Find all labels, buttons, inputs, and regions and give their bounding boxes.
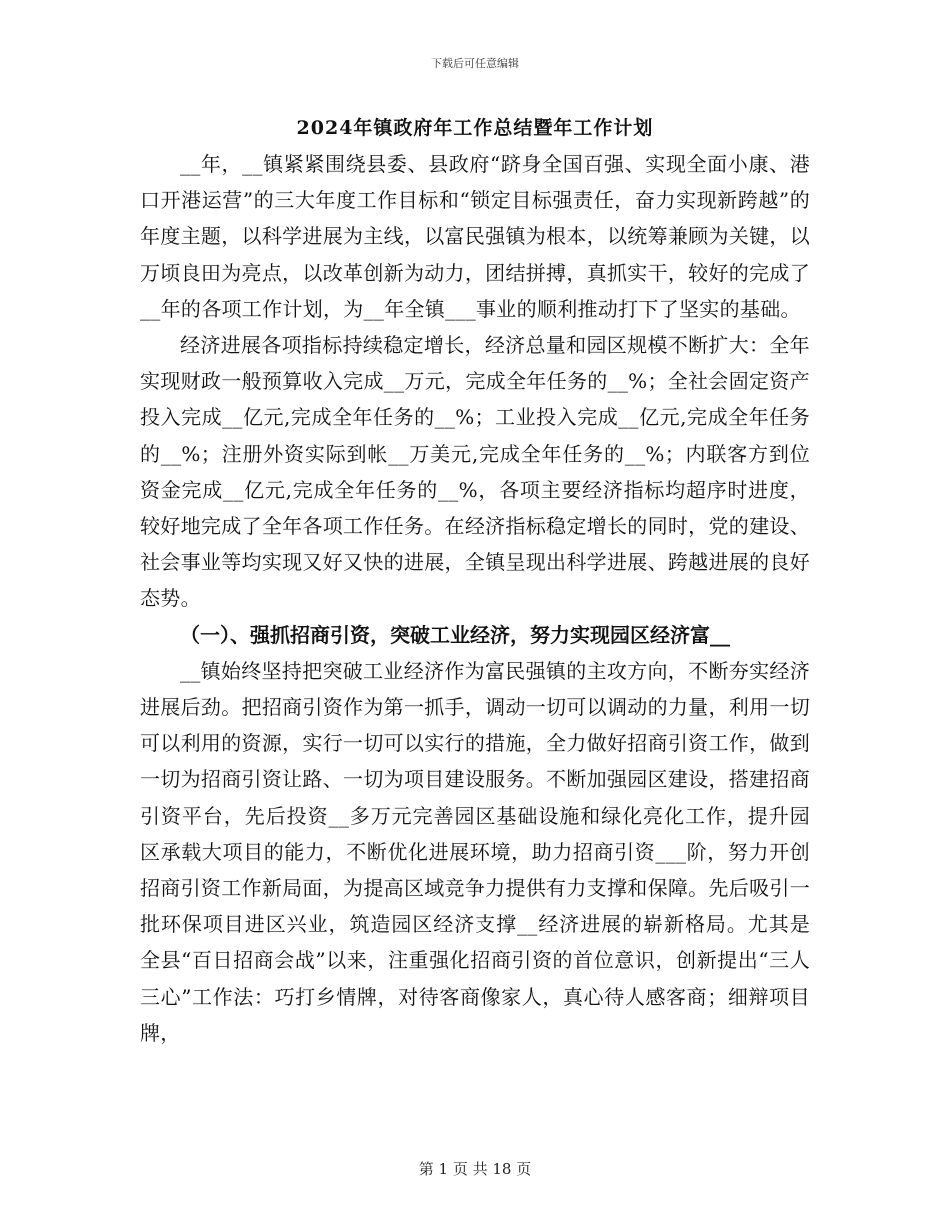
- document-title: 2024年镇政府年工作总结暨年工作计划: [296, 117, 654, 139]
- paragraph-economy: 经济进展各项指标持续稳定增长，经济总量和园区规模不断扩大：全年实现财政一般预算收入完成__万元，完成全年任务的__%；全社会固定资产投入完成__亿元,完成全年任务的__%；工业投入完成__亿元,完成全年任务的__%；注册外资实际到帐__万美元,完成全年任务的__%；内联客方到位资金完成__亿元,完成全年任务的__%，各项主要经济指标均超序时进度，较好地完成了全年各项工作任务。在经济指标稳定增长的同时，党的建设、社会事业等均实现又好又快的进展，全镇呈现出科学进展、跨越进展的良好态势。: [140, 333, 810, 611]
- paragraph-intro: __年，__镇紧紧围绕县委、县政府“跻身全国百强、实现全面小康、港口开港运营”的三大年度工作目标和“锁定目标强责任，奋力实现新跨越”的年度主题，以科学进展为主线，以富民强镇为根本，以统筹兼顾为关键，以万顷良田为亮点，以改革创新为动力，团结拼搏，真抓实干，较好的完成了__年的各项工作计划，为__年全镇___事业的顺利推动打下了坚实的基础。: [140, 152, 810, 321]
- section-heading-1: （一）、强抓招商引资，突破工业经济，努力实现园区经济富__: [180, 622, 730, 647]
- page-number-footer: 第 1 页 共 18 页: [418, 1160, 532, 1178]
- paragraph-investment: __镇始终坚持把突破工业经济作为富民强镇的主攻方向，不断夯实经济进展后劲。把招商引资作为第一抓手，调动一切可以调动的力量，利用一切可以利用的资源，实行一切可以实行的措施，全力做好招商引资工作，做到一切为招商引资让路、一切为项目建设服务。不断加强园区建设，搭建招商引资平台，先后投资__多万元完善园区基础设施和绿化亮化工作，提升园区承载大项目的能力，不断优化进展环境，助力招商引资___阶，努力开创招商引资工作新局面，为提高区域竞争力提供有力支撑和保障。先后吸引一批环保项目进区兴业，筑造园区经济支撑__经济进展的崭新格局。尤其是全县“百日招商会战”以来，注重强化招商引资的首位意识，创新提出“三人三心”工作法：巧打乡情牌，对待客商像家人，真心待人感客商；细辩项目牌，: [140, 658, 810, 1045]
- document-body: [140, 110, 810, 1051]
- page-header-note: 下载后可任意编辑: [431, 57, 519, 70]
